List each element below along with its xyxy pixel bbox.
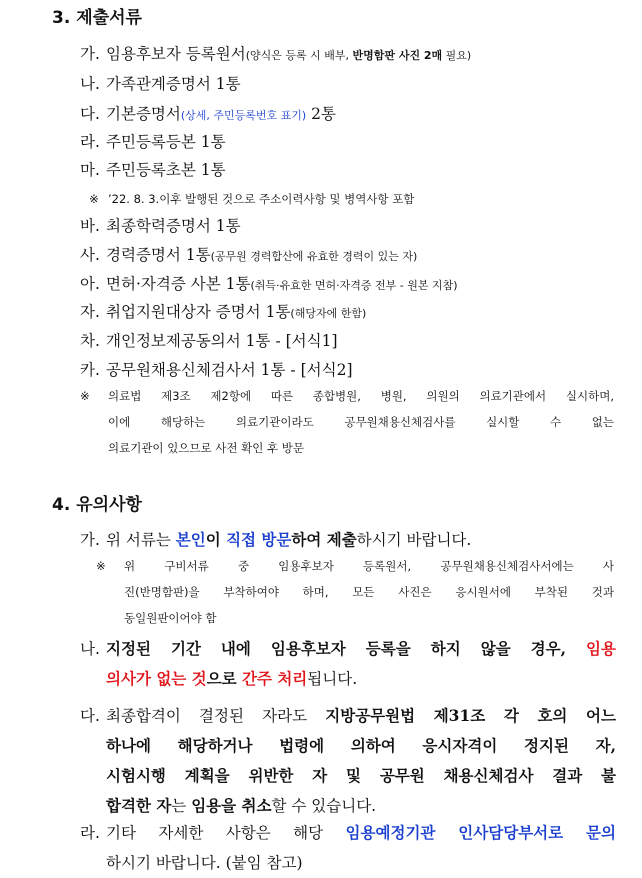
doc-item-ja <box>80 298 624 328</box>
section-3-heading <box>52 7 142 29</box>
item-note: (양식은 등록 시 배부, <box>245 49 353 62</box>
note-text: ’22. 8. 3.이후 발행된 것으로 주소이력사항 및 병역사항 포함 <box>108 192 415 206</box>
doc-item-sa <box>80 241 624 271</box>
item-note-emphasis: 반명함판 사진 2매 <box>352 49 443 62</box>
doc-item-ma <box>80 156 624 184</box>
section-4-number: 4. <box>52 495 71 515</box>
item-marker: 가. <box>80 45 100 63</box>
notice-item-na: 나. 지정된 기간 내에 임용후보자 등록을 하지 않을 경우, 임용 의사가 없는 것으로 간주 처리됩니다. <box>80 634 616 694</box>
item-marker: 다. <box>80 707 100 725</box>
item-marker: 마. <box>80 161 100 179</box>
doc-item-cha <box>80 327 624 355</box>
note-symbol: ※ <box>80 389 90 403</box>
item-marker: 차. <box>80 332 100 350</box>
item-text: 주민등록등본 1통 <box>106 133 226 151</box>
item-text: 최종학력증명서 1통 <box>106 217 241 235</box>
item-text: 가족관계증명서 1통 <box>106 75 241 93</box>
item-marker: 사. <box>80 246 100 264</box>
note-address-history <box>80 186 614 212</box>
item-note: (상세, 주민등록번호 표기) <box>180 109 307 122</box>
item-text: 기본증명서 <box>106 105 181 123</box>
item-marker: 다. <box>80 105 100 123</box>
section-3-number: 3. <box>52 8 71 28</box>
emphasis-cancel: 임용을 취소 <box>191 796 272 815</box>
doc-item-da <box>80 100 624 130</box>
item-marker: 나. <box>80 75 100 93</box>
doc-item-ga <box>80 40 624 70</box>
item-note-end: 필요) <box>442 49 472 62</box>
doc-item-ba <box>80 212 624 240</box>
item-text: 개인정보제공동의서 1통 - [서식1] <box>106 332 338 350</box>
emphasis-submit: 제출 <box>326 530 357 549</box>
item-marker: 라. <box>80 824 100 842</box>
section-3-title: 제출서류 <box>76 8 142 28</box>
item-marker: 라. <box>80 133 100 151</box>
emphasis-no-intent: 의사가 없는 것 <box>106 669 207 688</box>
item-text-count: 2통 <box>306 105 336 123</box>
item-text: 임용후보자 등록원서 <box>106 45 246 63</box>
note-line: ※ 의료법 제3조 제2항에 따른 종합병원, 병원, 의원의 의료기관에서 실시하며, <box>80 383 614 409</box>
item-marker: 나. <box>80 640 100 658</box>
emphasis-contact-dept: 임용예정기관 인사담당부서로 문의 <box>345 823 616 842</box>
doc-item-ka <box>80 356 624 384</box>
item-text: 취업지원대상자 증명서 1통 <box>106 303 291 321</box>
item-note: (취득·유효한 면허·자격증 전부 - 원본 지참) <box>250 279 458 292</box>
item-note: (해당자에 한함) <box>290 307 367 320</box>
note-symbol: ※ <box>89 192 99 206</box>
item-marker: 바. <box>80 217 100 235</box>
doc-item-na <box>80 70 624 98</box>
notice-item-ra: 라. 기타 자세한 사항은 해당 임용예정기관 인사담당부서로 문의 하시기 바랍니다. (붙임 참고) <box>80 818 616 878</box>
emphasis-deemed: 간주 처리 <box>241 669 308 688</box>
item-marker: 카. <box>80 361 100 379</box>
note-symbol: ※ <box>96 559 106 573</box>
notice-item-ga: 가. 위 서류는 본인이 직접 방문하여 제출하시기 바랍니다. <box>80 526 624 554</box>
item-marker: 자. <box>80 303 100 321</box>
emphasis-visit: 직접 방문 <box>226 530 292 549</box>
item-text: 주민등록초본 1통 <box>106 161 226 179</box>
item-marker: 아. <box>80 275 100 293</box>
note-line: 이에 해당하는 의료기관이라도 공무원채용신체검사를 실시할 수 없는 <box>108 415 614 429</box>
section-4-title: 유의사항 <box>76 495 142 515</box>
note-photo-requirement <box>96 553 614 631</box>
note-line: 의료기관이 있으므로 사전 확인 후 방문 <box>108 441 305 455</box>
item-marker: 가. <box>80 531 100 549</box>
item-note: (공무원 경력합산에 유효한 경력이 있는 자) <box>210 250 418 263</box>
note-line: ※ 위 구비서류 중 임용후보자 등록원서, 공무원채용신체검사서에는 사 <box>96 553 614 579</box>
item-text: 경력증명서 1통 <box>106 246 211 264</box>
doc-item-ra <box>80 128 624 156</box>
note-line: 동일원판이어야 함 <box>124 611 217 625</box>
item-text: 공무원채용신체검사서 1통 - [서식2] <box>106 361 353 379</box>
section-4-heading <box>52 494 142 516</box>
emphasis-in-person: 본인 <box>175 530 206 549</box>
note-medical-institution <box>80 383 614 461</box>
note-line: 진(반명함판)을 부착하여야 하며, 모든 사진은 응시원서에 부착된 것과 <box>124 585 614 599</box>
item-text: 면허·자격증 사본 1통 <box>106 275 251 293</box>
notice-item-da: 다. 최종합격이 결정된 자라도 지방공무원법 제31조 각 호의 어느 하나에 해당하거나 법령에 의하여 응시자격이 정지된 자, 시험시행 계획을 위반한 자 및 공무원 채용신체검사 결과 불 합격한 자는 임용을 취소할 수 있습니다. <box>80 701 616 821</box>
doc-item-a <box>80 270 624 300</box>
